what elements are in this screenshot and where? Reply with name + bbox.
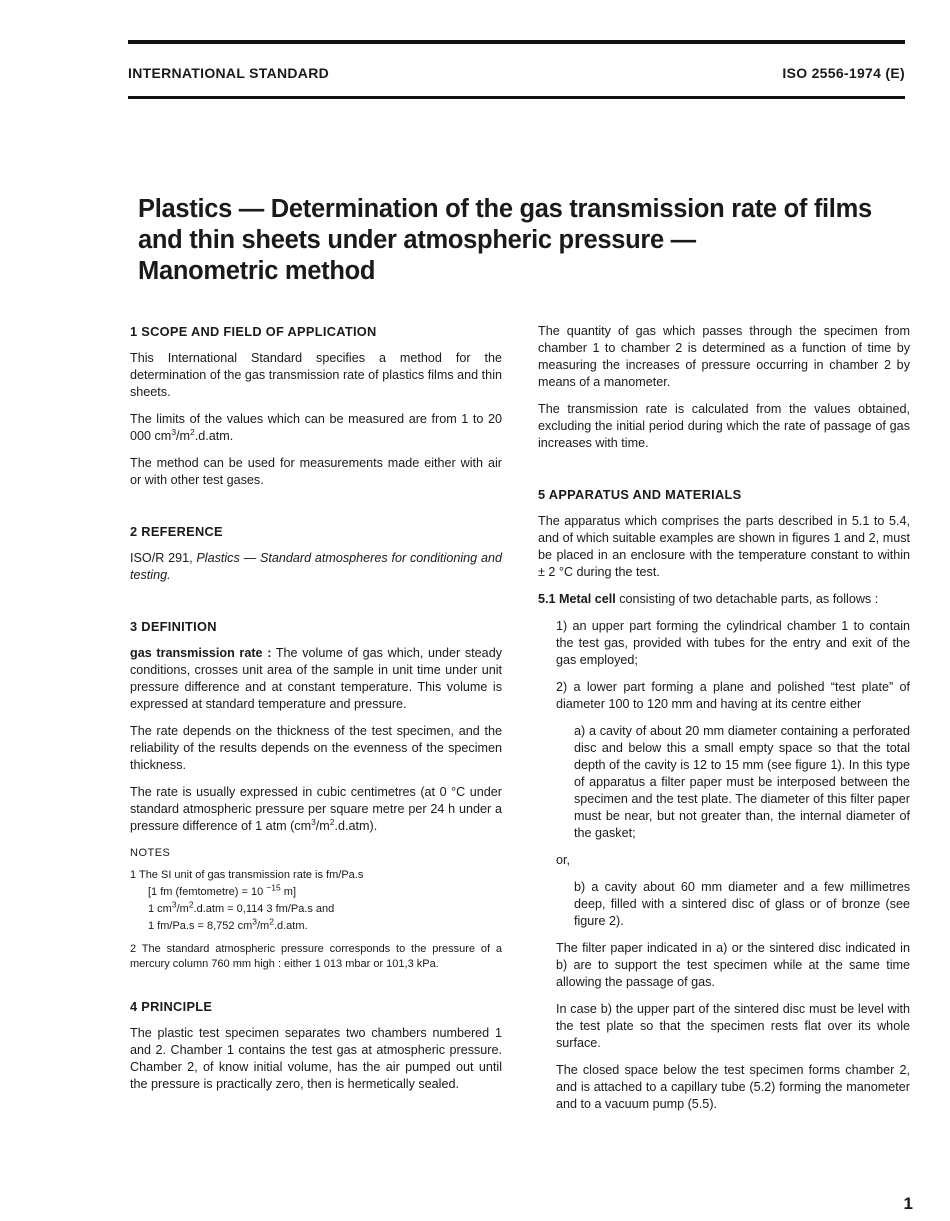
section-5-paragraph-4: In case b) the upper part of the sintered disc must be level with the test plate so that the specimen rests flat over its whole surface.: [556, 1002, 910, 1050]
notes-heading: NOTES: [130, 847, 171, 859]
section-5-1-metal-cell: 5.1 Metal cell consisting of two detachable parts, as follows :: [538, 592, 879, 606]
note-1-line-4: 1 fm/Pa.s = 8,752 $cm^3/m^2.d.atm$.: [148, 916, 308, 932]
section-4-paragraph-3: The transmission rate is calculated from the values obtained, excluding the initial period during which the rate of passage of gas increases with time.: [538, 402, 910, 450]
section-4-paragraph-2: The quantity of gas which passes through the specimen from chamber 1 to chamber 2 is determined as a function of time by measuring the increases of pressure occurring in chamber 2 by means of a manometer.: [538, 324, 910, 389]
note-1-line-3: 1 $cm^3/m^2.d.atm = 0,114$ 3 fm/Pa.s and: [148, 899, 335, 915]
section-4-paragraph-1: The plastic test specimen separates two chambers numbered 1 and 2. Chamber 1 contains the test gas at atmospheric pressure. Chamber 2, of know initial volume, has the air pumped out until the pressure is practically zero, then is hermetically sealed.: [130, 1026, 502, 1091]
list-item-a: a) a cavity of about 20 mm diameter containing a perforated disc and below this a small empty space so that the total depth of the cavity is 12 to 15 mm (see figure 1). In this type of apparatus a filter paper must be interposed between the specimen and the test plate. The diameter of this filter paper must be near, but not greater than, the internal diameter of the gasket;: [574, 724, 910, 840]
title-line-3: Manometric method: [138, 257, 376, 285]
section-5-paragraph-3: The filter paper indicated in a) or the sintered disc indicated in b) are to support the test specimen while at the same time allowing the passage of gas.: [556, 941, 910, 989]
title-line-2: and thin sheets under atmospheric pressure —: [138, 226, 696, 254]
note-2: 2 The standard atmospheric pressure corresponds to the pressure of a mercury column 760 mm high : either 1 013 mbar or 101,3 kPa.: [130, 943, 502, 970]
note-1-line-2: [1 fm (femtometre) = 10 $^{-15}$ m]: [148, 882, 296, 898]
section-2-heading: 2 REFERENCE: [130, 524, 223, 539]
section-3-paragraph-2: The rate depends on the thickness of the test specimen, and the reliability of the results depends on the evenness of the specimen thickness.: [130, 724, 502, 772]
note-1: 1 The SI unit of gas transmission rate is fm/Pa.s: [130, 869, 364, 881]
list-or: or,: [556, 853, 571, 867]
section-2-reference: ISO/R 291, Plastics — Standard atmospheres for conditioning and testing.: [130, 551, 502, 582]
header-top-rule: [128, 40, 905, 44]
section-1-limits: The limits of the values which can be measured are from 1 to 20 000 $cm^3/m^2.d.atm$.: [130, 412, 502, 443]
section-3-definition: gas transmission rate : The volume of gas which, under steady conditions, crosses unit area of the sample in unit time under unit pressure difference and at constant temperature. This volume is expressed at standard temperature and pressure.: [130, 646, 502, 711]
list-item-b: b) a cavity about 60 mm diameter and a few millimetres deep, filled with a sintered disc of glass or of bronze (see figure 2).: [574, 880, 910, 928]
document-type: INTERNATIONAL STANDARD: [128, 65, 330, 81]
header-bottom-rule: [128, 96, 905, 99]
section-1-paragraph: This International Standard specifies a method for the determination of the gas transmission rate of plastics films and thin sheets.: [130, 351, 502, 399]
section-1-heading: 1 SCOPE AND FIELD OF APPLICATION: [130, 324, 377, 339]
section-5-paragraph-1: The apparatus which comprises the parts described in 5.1 to 5.4, and of which suitable examples are shown in figures 1 and 2, must be placed in an enclosure with the temperature constant to within ± 2 °C during the test.: [538, 514, 910, 579]
right-column: [538, 323, 910, 1123]
document-title: [138, 194, 918, 287]
list-item-1: 1) an upper part forming the cylindrical chamber 1 to contain the test gas, provided with tubes for the entry and exit of the gas employed;: [556, 619, 910, 667]
section-3-heading: 3 DEFINITION: [130, 619, 217, 634]
section-1-method: The method can be used for measurements made either with air or with other test gases.: [130, 456, 502, 487]
title-line-1: Plastics — Determination of the gas transmission rate of films: [138, 195, 872, 223]
page-number: 1: [903, 1194, 913, 1213]
document-number: ISO 2556-1974 (E): [782, 65, 905, 81]
section-3-paragraph-3: The rate is usually expressed in cubic centimetres (at 0 °C under standard atmospheric pressure per square metre per 24 h under a pressure difference of 1 atm $(cm^3/m^2.d.atm)$.: [130, 785, 502, 833]
section-5-paragraph-5: The closed space below the test specimen forms chamber 2, and is attached to a capillary tube (5.2) forming the manometer and to a vacuum pump (5.5).: [556, 1063, 910, 1111]
list-item-2: 2) a lower part forming a plane and polished “test plate” of diameter 100 to 120 mm and having at its centre either: [556, 680, 910, 711]
left-column: [130, 323, 502, 1103]
section-5-heading: 5 APPARATUS AND MATERIALS: [538, 487, 742, 502]
section-4-heading: 4 PRINCIPLE: [130, 999, 213, 1014]
